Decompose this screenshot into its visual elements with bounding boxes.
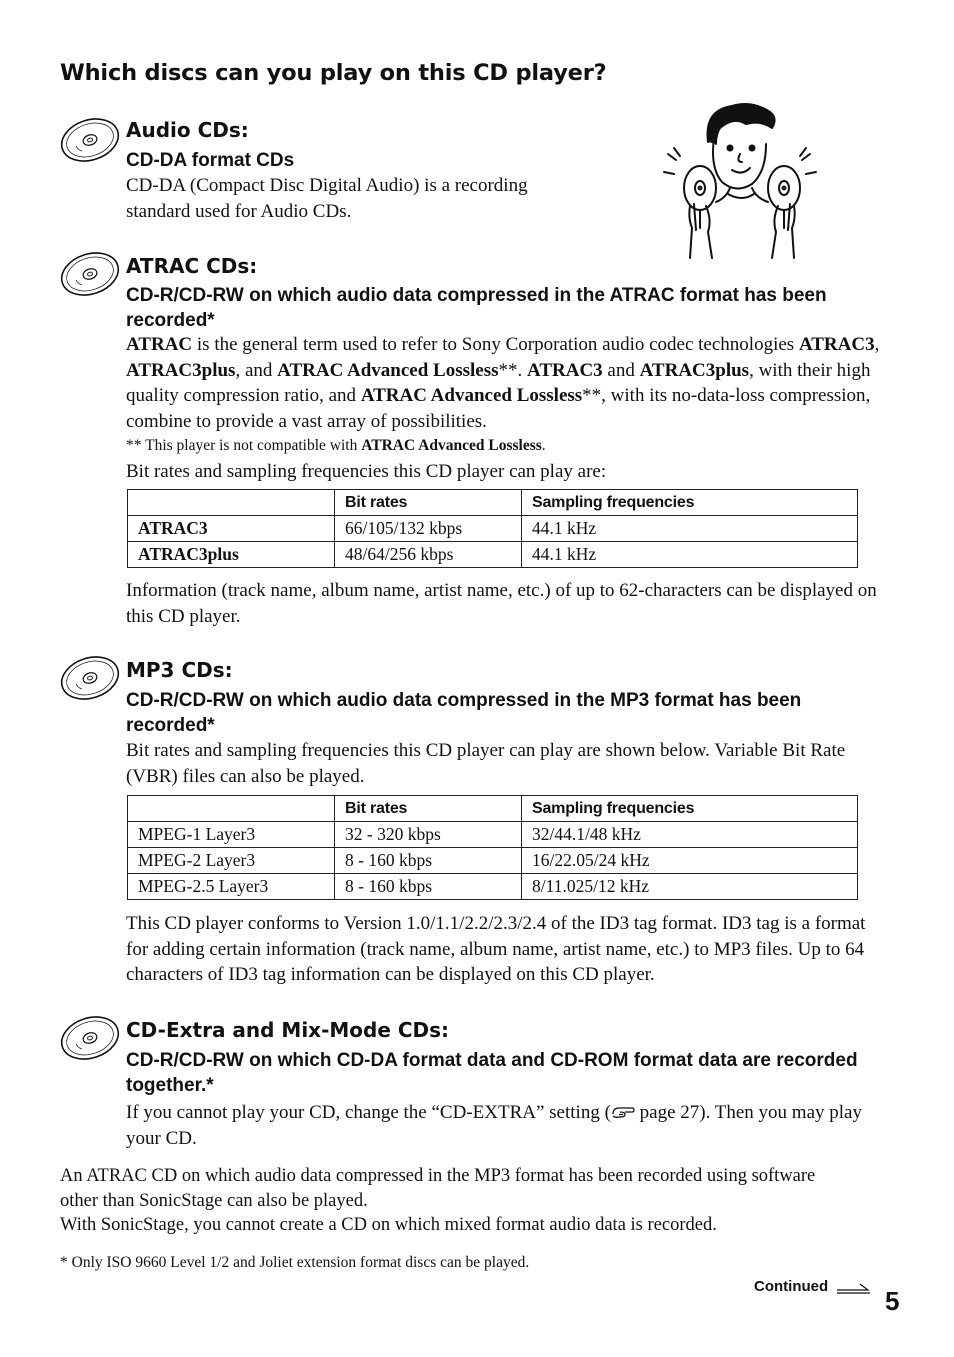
page-number: 5: [885, 1286, 900, 1316]
audio-cds-text: CD-DA (Compact Disc Digital Audio) is a recording standard used for Audio CDs.: [126, 175, 528, 222]
atrac-rates-intro: Bit rates and sampling frequencies this CD player can play are:: [126, 461, 607, 482]
table-cell: ATRAC3plus: [128, 542, 335, 568]
table-cell: 48/64/256 kbps: [335, 542, 522, 568]
mp3-cds-text: Bit rates and sampling frequencies this CD player can play are shown below. Variable Bit Rate (VBR) files can also be played.: [126, 740, 846, 787]
cd-extra-title: CD-Extra and Mix-Mode CDs:: [126, 1018, 450, 1042]
table-row: [128, 822, 858, 848]
table-row: [128, 848, 858, 874]
mp3-cds-subtitle: CD-R/CD-RW on which audio data compressed in the MP3 format has been recorded*: [126, 690, 802, 736]
cd-extra-subtitle: CD-R/CD-RW on which CD-DA format data and CD-ROM format data are recorded together.*: [126, 1050, 858, 1096]
table-cell: ATRAC3: [128, 516, 335, 542]
table-header-cell: Bit rates: [335, 796, 522, 822]
continued-arrow-icon: [836, 1282, 872, 1294]
atrac-cds-subtitle: CD-R/CD-RW on which audio data compressed in the ATRAC format has been recorded*: [126, 285, 827, 331]
continued-label: Continued: [754, 1278, 829, 1295]
disc-icon: [58, 1014, 122, 1062]
table-row: [128, 542, 858, 568]
disc-icon: [58, 250, 122, 298]
audio-cds-subtitle: CD-DA format CDs: [126, 150, 295, 171]
footer-note-mp3-atrac: An ATRAC CD on which audio data compressed in the MP3 format has been recorded using software other than SonicStage can also be played.: [60, 1166, 816, 1211]
table-cell: 32/44.1/48 kHz: [522, 822, 858, 848]
table-header-cell: Sampling frequencies: [522, 490, 858, 516]
atrac-spec-table: [127, 489, 858, 568]
atrac-cds-title: ATRAC CDs:: [126, 254, 258, 278]
atrac-cds-description: ATRAC is the general term used to refer to Sony Corporation audio codec technologies ATRAC3, ATRAC3plus, and ATRAC Advanced Lossless**. ATRAC3 and ATRAC3plus, with their high quality compression ratio, and ATRAC Advanced Lossless**, with its no-data-loss compression, combine to provide a vast array of possibilities.: [126, 334, 880, 432]
page-title: Which discs can you play on this CD player?: [60, 60, 607, 86]
table-header-cell: [128, 490, 335, 516]
footer-note-sonicstage: With SonicStage, you cannot create a CD on which mixed format audio data is recorded.: [60, 1215, 717, 1235]
table-header-row: [128, 490, 858, 516]
disc-icon: [58, 654, 122, 702]
table-cell: 8/11.025/12 kHz: [522, 874, 858, 900]
table-header-cell: Bit rates: [335, 490, 522, 516]
table-cell: 16/22.05/24 kHz: [522, 848, 858, 874]
table-cell: 8 - 160 kbps: [335, 874, 522, 900]
pointing-hand-icon: [611, 1104, 635, 1120]
table-header-cell: Sampling frequencies: [522, 796, 858, 822]
cd-extra-text: If you cannot play your CD, change the “CD-EXTRA” setting ( page 27). Then you may play your CD.: [126, 1102, 862, 1149]
disc-icon: [58, 116, 122, 164]
table-cell: MPEG-2 Layer3: [128, 848, 335, 874]
mp3-id3-text: This CD player conforms to Version 1.0/1.1/2.2/2.3/2.4 of the ID3 tag format. ID3 tag is a format for adding certain information (track name, album name, artist name, etc.) to MP3 files. Up to 64 characters of ID3 tag information can be displayed on this CD player.: [126, 913, 866, 985]
table-cell: 66/105/132 kbps: [335, 516, 522, 542]
audio-cds-title: Audio CDs:: [126, 118, 249, 142]
table-header-row: [128, 796, 858, 822]
person-holding-discs-illustration: [660, 98, 825, 260]
table-header-cell: [128, 796, 335, 822]
atrac-compatibility-note: ** This player is not compatible with ATRAC Advanced Lossless.: [126, 437, 546, 454]
atrac-info-text: Information (track name, album name, artist name, etc.) of up to 62-characters can be displayed on this CD player.: [126, 580, 877, 627]
table-cell: 8 - 160 kbps: [335, 848, 522, 874]
mp3-cds-title: MP3 CDs:: [126, 658, 233, 682]
footnote: * Only ISO 9660 Level 1/2 and Joliet extension format discs can be played.: [60, 1254, 530, 1271]
table-cell: 44.1 kHz: [522, 542, 858, 568]
table-cell: 32 - 320 kbps: [335, 822, 522, 848]
table-row: [128, 874, 858, 900]
table-cell: 44.1 kHz: [522, 516, 858, 542]
mp3-spec-table: [127, 795, 858, 900]
table-cell: MPEG-1 Layer3: [128, 822, 335, 848]
table-cell: MPEG-2.5 Layer3: [128, 874, 335, 900]
table-row: [128, 516, 858, 542]
